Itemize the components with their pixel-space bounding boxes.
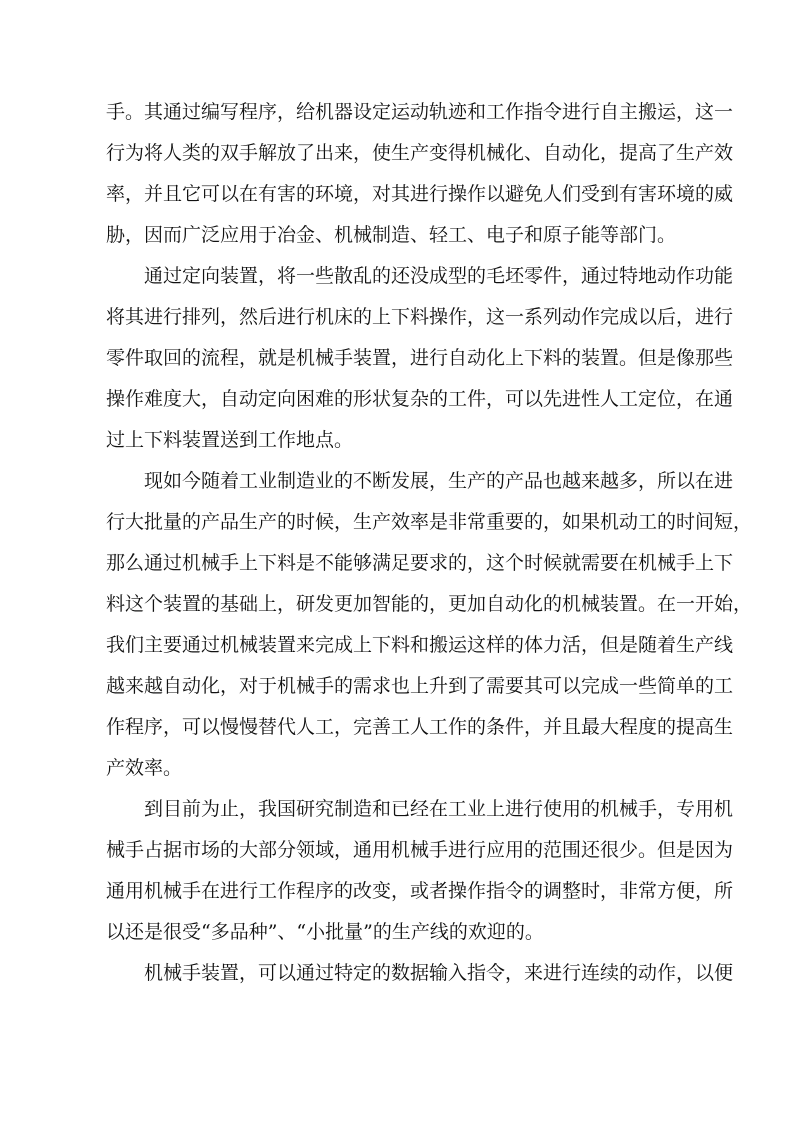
text-line: 胁，因而广泛应用于冶金、机械制造、轻工、电子和原子能等部门。 [106, 224, 677, 246]
text-line: 现如今随着工业制造业的不断发展，生产的产品也越来越多，所以在进 [144, 470, 734, 492]
text-line: 越来越自动化，对于机械手的需求也上升到了需要其可以完成一些简单的工 [106, 675, 734, 697]
text-line: 操作难度大，自动定向困难的形状复杂的工件，可以先进性人工定位，在通 [106, 388, 734, 410]
text-line: 那么通过机械手上下料是不能够满足要求的，这个时候就需要在机械手上下 [106, 552, 734, 574]
text-line: 行大批量的产品生产的时候，生产效率是非常重要的，如果机动工的时间短， [106, 511, 753, 533]
paragraph-4 [106, 789, 734, 953]
text-line: 零件取回的流程，就是机械手装置，进行自动化上下料的装置。但是像那些 [106, 347, 734, 369]
text-line: 行为将人类的双手解放了出来，使生产变得机械化、自动化，提高了生产效 [106, 142, 734, 164]
text-line: 料这个装置的基础上，研发更加智能的，更加自动化的机械装置。在一开始， [106, 593, 753, 615]
text-line: 械手占据市场的大部分领域，通用机械手进行应用的范围还很少。但是因为 [106, 839, 734, 861]
text-line: 通用机械手在进行工作程序的改变，或者操作指令的调整时，非常方便，所 [106, 880, 734, 902]
paragraph-2 [106, 256, 734, 461]
text-line: 以还是很受“多品种”、“小批量”的生产线的欢迎的。 [106, 921, 544, 943]
text-line: 产效率。 [106, 757, 183, 779]
text-line: 手。其通过编写程序，给机器设定运动轨迹和工作指令进行自主搬运，这一 [106, 101, 734, 123]
text-line: 到目前为止，我国研究制造和已经在工业上进行使用的机械手，专用机 [144, 798, 734, 820]
text-line: 机械手装置，可以通过特定的数据输入指令，来进行连续的动作，以便 [144, 962, 734, 984]
paragraph-1 [106, 92, 734, 256]
text-line: 率，并且它可以在有害的环境，对其进行操作以避免人们受到有害环境的威 [106, 183, 734, 205]
text-line: 过上下料装置送到工作地点。 [106, 429, 354, 451]
paragraph-3 [106, 461, 753, 789]
text-line: 通过定向装置，将一些散乱的还没成型的毛坯零件，通过特地动作功能 [144, 265, 734, 287]
paragraph-5 [106, 953, 734, 994]
text-line: 我们主要通过机械装置来完成上下料和搬运这样的体力活，但是随着生产线 [106, 634, 734, 656]
text-line: 将其进行排列，然后进行机床的上下料操作，这一系列动作完成以后，进行 [106, 306, 734, 328]
document-body [106, 92, 753, 994]
text-line: 作程序，可以慢慢替代人工，完善工人工作的条件，并且最大程度的提高生 [106, 716, 734, 738]
